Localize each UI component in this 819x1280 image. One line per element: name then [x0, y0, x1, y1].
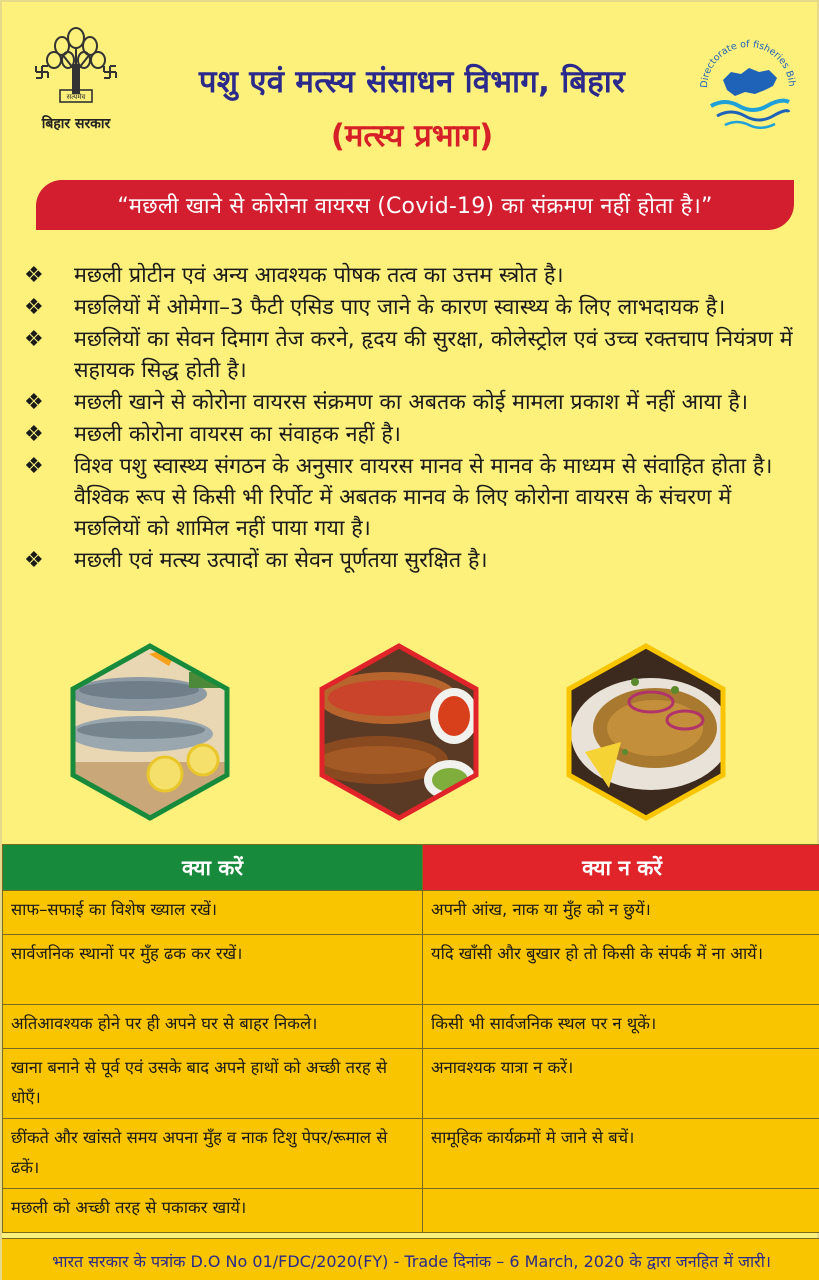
table-row — [3, 1005, 819, 1049]
dont-cell — [423, 1189, 819, 1233]
dont-header: क्या न करें — [423, 845, 819, 891]
govt-label: बिहार सरकार — [41, 116, 111, 132]
dont-cell: किसी भी सार्वजनिक स्थल पर न थूकें। — [423, 1005, 819, 1049]
diamond-bullet-icon: ❖ — [24, 263, 44, 288]
fact-item: ❖ मछली कोरोना वायरस का संवाहक नहीं है। — [22, 419, 802, 450]
do-cell: सार्वजनिक स्थानों पर मुँह ढक कर रखें। — [3, 935, 423, 1005]
waves-icon — [711, 101, 789, 110]
covid-fish-banner: “मछली खाने से कोरोना वायरस (Covid-19) का संक्रमण नहीं होता है।” — [36, 180, 794, 230]
table-row — [3, 891, 819, 935]
do-header: क्या करें — [3, 845, 423, 891]
diamond-bullet-icon: ❖ — [24, 422, 44, 447]
table-row — [3, 1049, 819, 1119]
emblem-text: सत्यमेव — [66, 93, 86, 101]
fisheries-logo-text: Directorate of fisheries Bih — [698, 38, 798, 89]
do-dont-table — [2, 844, 819, 1233]
diamond-bullet-icon: ❖ — [24, 548, 44, 573]
diamond-bullet-icon: ❖ — [24, 295, 44, 320]
table-row — [3, 1189, 819, 1233]
fisheries-directorate-logo — [693, 28, 803, 138]
fish-images-row — [2, 642, 819, 822]
diamond-bullet-icon: ❖ — [24, 454, 44, 479]
dont-cell: अपनी आंख, नाक या मुँह को न छुयें। — [423, 891, 819, 935]
department-subtitle: (मत्स्य प्रभाग) — [330, 118, 494, 154]
grilled-fish-onion-image — [565, 642, 727, 822]
do-cell: साफ–सफाई का विशेष ख्याल रखें। — [3, 891, 423, 935]
table-row — [3, 1119, 819, 1189]
bihar-govt-logo — [16, 24, 136, 136]
fact-item: ❖ मछलियों में ओमेगा–3 फैटी एसिड पाए जाने के कारण स्वास्थ्य के लिए लाभदायक है। — [22, 292, 802, 323]
do-cell: छींकते और खांसते समय अपना मुँह व नाक टिशु पेपर/रूमाल से ढकें। — [3, 1119, 423, 1189]
footer-notice: भारत सरकार के पत्रांक D.O No 01/FDC/2020(FY) - Trade दिनांक – 6 March, 2020 के द्वारा जनहित में जारी। — [2, 1238, 819, 1280]
fish-facts-list — [22, 260, 802, 577]
fried-fish-platter-image — [318, 642, 480, 822]
dont-cell: अनावश्यक यात्रा न करें। — [423, 1049, 819, 1119]
fact-item: ❖ मछलियों का सेवन दिमाग तेज करने, हृदय की सुरक्षा, कोलेस्ट्रोल एवं उच्च रक्तचाप नियंत्रण में सहायक सिद्ध होती है। — [22, 324, 802, 386]
dont-cell: सामूहिक कार्यक्रमों मे जाने से बचें। — [423, 1119, 819, 1189]
bihar-map-icon — [723, 68, 777, 96]
raw-fish-lemon-image — [69, 642, 231, 822]
do-cell: खाना बनाने से पूर्व एवं उसके बाद अपने हाथों को अच्छी तरह से धोएँ। — [3, 1049, 423, 1119]
fact-item: ❖ मछली प्रोटीन एवं अन्य आवश्यक पोषक तत्व का उत्तम स्त्रोत है। — [22, 260, 802, 291]
department-title: पशु एवं मत्स्य संसाधन विभाग, बिहार — [198, 64, 626, 100]
do-cell: मछली को अच्छी तरह से पकाकर खायें। — [3, 1189, 423, 1233]
table-row — [3, 935, 819, 1005]
fact-item: ❖ मछली खाने से कोरोना वायरस संक्रमण का अबतक कोई मामला प्रकाश में नहीं आया है। — [22, 387, 802, 418]
fact-item: ❖ विश्व पशु स्वास्थ्य संगठन के अनुसार वायरस मानव से मानव के माध्यम से संवाहित होता है। वैश्विक रूप से किसी भी रिर्पोट में अबतक मानव के लिए कोरोना वायरस के संचरण में मछलियों को शामिल नहीं पाया गया है। — [22, 451, 802, 544]
dont-cell: यदि खाँसी और बुखार हो तो किसी के संपर्क में ना आयें। — [423, 935, 819, 1005]
do-cell: अतिआवश्यक होने पर ही अपने घर से बाहर निकले। — [3, 1005, 423, 1049]
diamond-bullet-icon: ❖ — [24, 390, 44, 415]
bodhi-tree-emblem-icon — [26, 24, 126, 112]
diamond-bullet-icon: ❖ — [24, 327, 44, 352]
fact-item: ❖ मछली एवं मत्स्य उत्पादों का सेवन पूर्णतया सुरक्षित है। — [22, 545, 802, 576]
